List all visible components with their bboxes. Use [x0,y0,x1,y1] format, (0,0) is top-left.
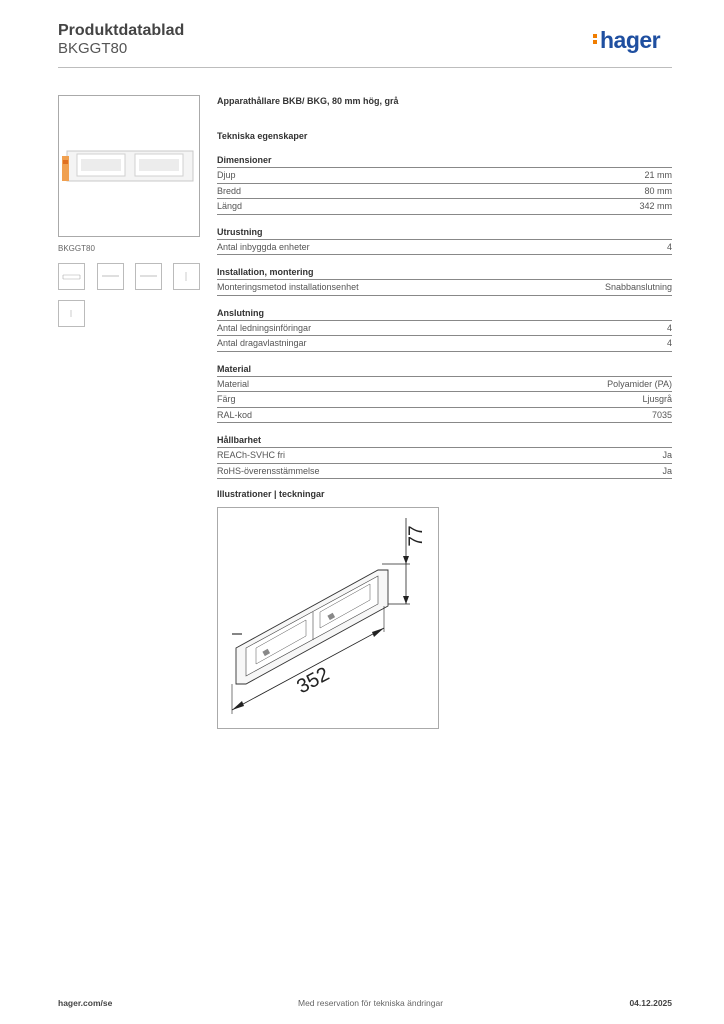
spec-label: RoHS-överensstämmelse [217,465,320,476]
spec-value: 4 [666,241,672,252]
spec-row [217,448,672,464]
footer-date: 04.12.2025 [629,998,672,1008]
product-specifications [217,96,672,491]
thumbnail-2[interactable] [97,263,124,290]
section-material [217,364,672,424]
spec-value: Polyamider (PA) [607,378,672,389]
spec-value: Ljusgrå [642,394,672,404]
section-title: Hållbarhet [217,435,672,448]
length-dimension-label: 352 [293,663,334,699]
spec-row [217,464,672,480]
spec-value: 80 mm [644,185,672,196]
device-holder-photo-icon [59,96,199,236]
height-dimension-label: 77 [406,525,427,547]
thumbnail-5[interactable] [58,300,85,327]
product-image-caption: BKGGT80 [58,244,95,253]
section-dimensions [217,155,672,215]
spec-row [217,240,672,256]
thumbnail-drawing-icon [59,264,84,289]
spec-value: 7035 [651,409,672,420]
spec-value: 342 mm [639,201,672,211]
section-title: Material [217,364,672,377]
thumbnail-3[interactable] [135,263,162,290]
spec-label: Monteringsmetod installationsenhet [217,282,359,292]
thumbnail-drawing-icon [59,301,84,326]
spec-row [217,280,672,296]
spec-label: Material [217,378,250,389]
spec-row [217,336,672,352]
product-code-heading: BKGGT80 [58,40,128,57]
thumbnail-drawing-icon [174,264,199,289]
thumbnail-drawing-icon [136,264,161,289]
footer-disclaimer: Med reservation för tekniska ändringar [298,998,444,1008]
footer-website-link[interactable]: hager.com/se [58,998,113,1008]
section-installation [217,267,672,296]
spec-value: Ja [662,450,672,460]
spec-label: Antal inbyggda enheter [217,241,310,252]
spec-value: 21 mm [644,170,672,180]
section-title: Utrustning [217,227,672,240]
dimension-drawing[interactable] [217,507,439,729]
section-sustainability [217,435,672,479]
illustrations-heading: Illustrationer | teckningar [217,489,325,499]
product-image[interactable] [58,95,200,237]
spec-label: Djup [217,170,236,180]
hager-logo[interactable] [593,27,660,54]
spec-value: Snabbanslutning [604,282,672,292]
technical-properties-heading: Tekniska egenskaper [217,131,308,141]
section-connection [217,308,672,352]
spec-label: REACh-SVHC fri [217,450,286,460]
section-title: Installation, montering [217,267,672,280]
spec-value: 4 [666,338,672,348]
section-title: Dimensioner [217,155,672,168]
spec-row [217,408,672,424]
section-title: Anslutning [217,308,672,321]
spec-label: RAL-kod [217,409,253,420]
spec-label: Bredd [217,185,242,196]
spec-row [217,184,672,200]
spec-label: Färg [217,394,236,404]
thumbnail-1[interactable] [58,263,85,290]
spec-row [217,392,672,408]
technical-drawing-icon [218,508,438,728]
spec-value: Ja [662,465,672,476]
spec-row [217,199,672,215]
spec-label: Antal ledningsinföringar [217,322,312,333]
spec-row [217,377,672,393]
spec-row [217,168,672,184]
thumbnail-4[interactable] [173,263,200,290]
thumbnail-drawing-icon [98,264,123,289]
spec-value: 4 [666,322,672,333]
section-equipment [217,227,672,256]
logo-text: hager [600,27,661,53]
spec-label: Längd [217,201,243,211]
spec-label: Antal dragavlastningar [217,338,307,348]
header-divider [58,67,672,68]
page-title: Produktdatablad [58,22,185,39]
logo-dots-icon [593,32,598,46]
spec-row [217,321,672,337]
product-description: Apparathållare BKB/ BKG, 80 mm hög, grå [217,96,399,106]
